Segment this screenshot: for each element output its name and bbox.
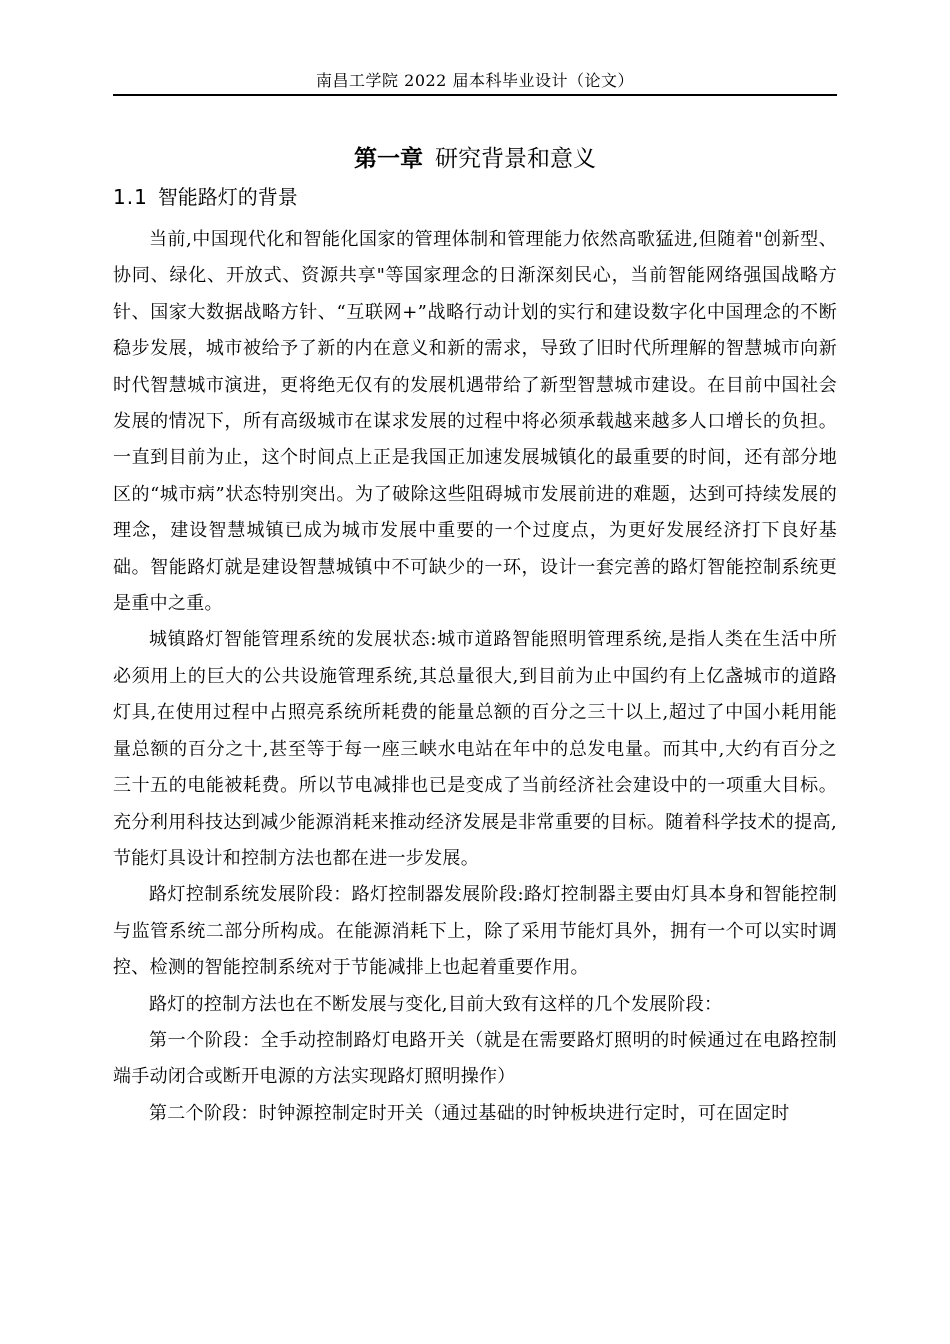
running-header: 南昌工学院 2022 届本科毕业设计（论文） (316, 71, 634, 90)
body-text (113, 222, 837, 1132)
paragraph: 当前,中国现代化和智能化国家的管理体制和管理能力依然高歌猛进,但随着"创新型、协同、绿化、开放式、资源共享"等国家理念的日渐深刻民心，当前智能网络强国战略方针、国家大数据战略方针、“互联网+”战略行动计划的实行和建设数字化中国理念的不断稳步发展，城市被给予了新的内在意义和新的需求，导致了旧时代所理解的智慧城市向新时代智慧城市演进，更将绝无仅有的发展机遇带给了新型智慧城市建设。在目前中国社会发展的情况下，所有高级城市在谋求发展的过程中将必须承载越来越多人口增长的负担。一直到目前为止，这个时间点上正是我国正加速发展城镇化的最重要的时间，还有部分地区的“城市病”状态特别突出。为了破除这些阻碍城市发展前进的难题，达到可持续发展的理念，建设智慧城镇已成为城市发展中重要的一个过度点，为更好发展经济打下良好基础。智能路灯就是建设智慧城镇中不可缺少的一环，设计一套完善的路灯智能控制系统更是重中之重。 (113, 229, 837, 615)
section-heading (113, 181, 298, 213)
paragraph: 城镇路灯智能管理系统的发展状态:城市道路智能照明管理系统,是指人类在生活中所必须用上的巨大的公共设施管理系统,其总量很大,到目前为止中国约有上亿盏城市的道路灯具,在使用过程中占照亮系统所耗费的能量总额的百分之三十以上,超过了中国小耗用能量总额的百分之十,甚至等于每一座三峡水电站在年中的总发电量。而其中,大约有百分之三十五的电能被耗费。所以节电减排也已是变成了当前经济社会建设中的一项重大目标。充分利用科技达到减少能源消耗来推动经济发展是非常重要的目标。随着科学技术的提高,节能灯具设计和控制方法也都在进一步发展。 (113, 629, 837, 869)
section-number: 1.1 (113, 185, 148, 209)
chapter-number: 第一章 (354, 146, 423, 172)
header-divider (113, 94, 837, 96)
section-title: 智能路灯的背景 (157, 185, 298, 209)
paragraph: 第二个阶段：时钟源控制定时开关（通过基础的时钟板块进行定时，可在固定时 (149, 1102, 790, 1124)
paragraph: 路灯的控制方法也在不断发展与变化,目前大致有这样的几个发展阶段： (149, 993, 723, 1015)
paragraph: 路灯控制系统发展阶段：路灯控制器发展阶段:路灯控制器主要由灯具本身和智能控制与监管系统二部分所构成。在能源消耗下上，除了采用节能灯具外，拥有一个可以实时调控、检测的智能控制系统对于节能减排上也起着重要作用。 (113, 884, 837, 979)
chapter-title (113, 142, 837, 176)
chapter-name: 研究背景和意义 (435, 146, 596, 172)
paragraph: 第一个阶段：全手动控制路灯电路开关（就是在需要路灯照明的时候通过在电路控制端手动闭合或断开电源的方法实现路灯照明操作） (113, 1029, 837, 1088)
